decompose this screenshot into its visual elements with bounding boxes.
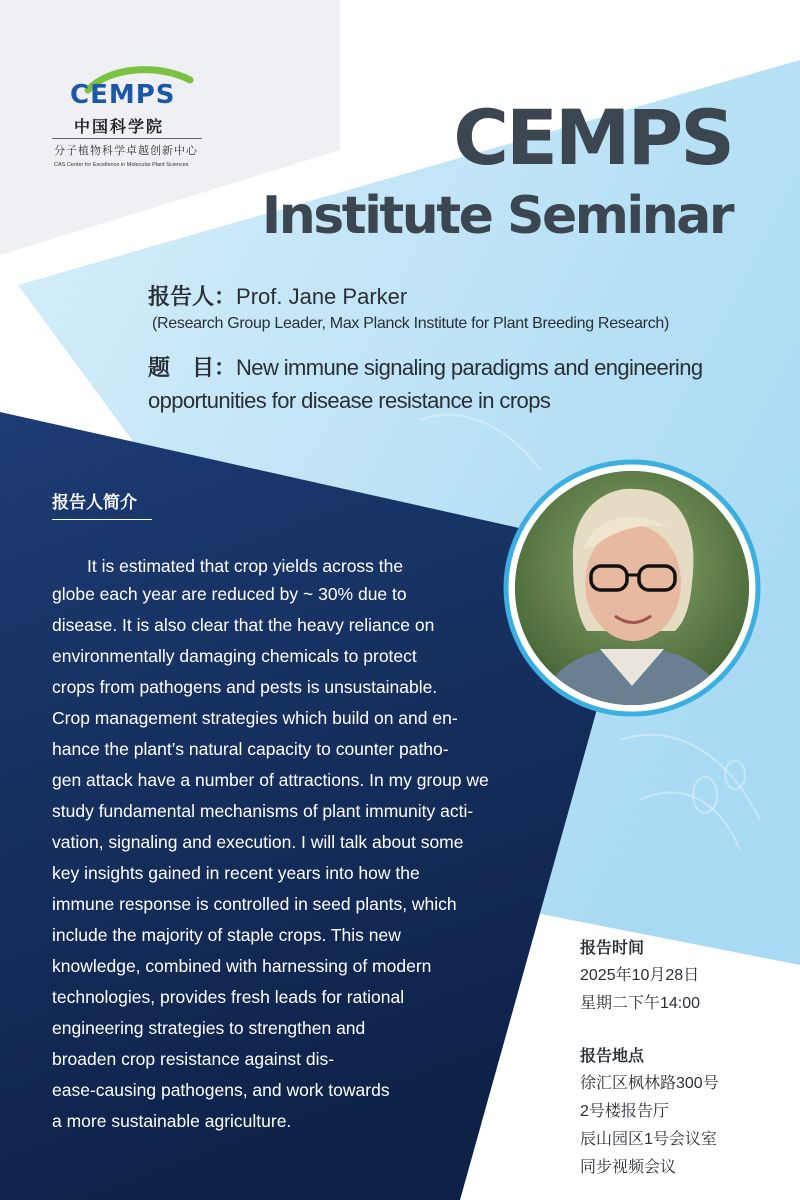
speaker-line <box>148 280 407 311</box>
topic-block <box>148 352 768 417</box>
logo-en-name: CAS Center for Excellence in Molecular Plant Sciences <box>54 162 189 168</box>
topic-text: New immune signaling paradigms and engineering opportunities for disease resistance in crops <box>148 355 703 413</box>
bio-line: environmentally damaging chemicals to protect <box>52 646 417 666</box>
title-line-2: Institute Seminar <box>261 186 732 246</box>
bio-line: gen attack have a number of attractions. In my group we <box>52 770 489 790</box>
speaker-name: Prof. Jane Parker <box>236 284 408 309</box>
place-heading: 报告地点 <box>580 1046 645 1065</box>
logo-divider <box>52 138 202 139</box>
bio-line: broaden crop resistance against dis- <box>52 1049 335 1069</box>
bio-line: immune response is controlled in seed plants, which <box>52 894 457 914</box>
bio-line: disease. It is also clear that the heavy reliance on <box>52 615 435 635</box>
bio-line: globe each year are reduced by ~ 30% due to <box>52 584 407 604</box>
bio-line: hance the plant’s natural capacity to counter patho- <box>52 739 449 759</box>
logo-wordmark: CEMPS <box>70 80 176 110</box>
seminar-date: 2025年10月28日 <box>580 967 700 984</box>
bio-line: technologies, provides fresh leads for rational <box>52 987 405 1007</box>
topic-label: 题 目： <box>148 356 237 381</box>
bio-line: a more sustainable agriculture. <box>52 1111 292 1131</box>
logo-cn-subtitle: 分子植物科学卓越创新中心 <box>54 144 198 157</box>
place-line: 2号楼报告厅 <box>580 1103 669 1120</box>
bio-line: knowledge, combined with harnessing of modern <box>52 956 432 976</box>
speaker-affiliation: (Research Group Leader, Max Planck Institute for Plant Breeding Research) <box>152 315 670 332</box>
place-line: 徐汇区枫林路300号 <box>580 1075 719 1092</box>
bio-heading: 报告人简介 <box>52 493 137 513</box>
time-block <box>580 934 700 1018</box>
title-line-1: CEMPS <box>453 93 732 182</box>
bio-line: engineering strategies to strengthen and <box>52 1018 366 1038</box>
speaker-label: 报告人： <box>148 285 237 310</box>
seminar-time: 星期二下午14:00 <box>580 995 701 1012</box>
bio-line: crops from pathogens and pests is unsustainable. <box>52 677 438 697</box>
logo-cn-name: 中国科学院 <box>74 117 165 136</box>
bio-heading-underline <box>52 519 152 520</box>
place-line: 同步视频会议 <box>580 1159 677 1176</box>
place-line: 辰山园区1号会议室 <box>580 1131 717 1148</box>
bio-line: study fundamental mechanisms of plant immunity acti- <box>52 801 474 821</box>
bio-line: include the majority of staple crops. This new <box>52 925 401 945</box>
time-heading: 报告时间 <box>580 938 645 957</box>
speaker-photo <box>515 471 749 705</box>
bio-line: It is estimated that crop yields across the <box>52 556 404 576</box>
bio-line: Crop management strategies which build on and en- <box>52 708 458 728</box>
bio-line: vation, signaling and execution. I will talk about some <box>52 832 464 852</box>
place-block <box>580 1042 719 1182</box>
bio-line: key insights gained in recent years into how the <box>52 863 420 883</box>
bio-line: ease-causing pathogens, and work towards <box>52 1080 390 1100</box>
